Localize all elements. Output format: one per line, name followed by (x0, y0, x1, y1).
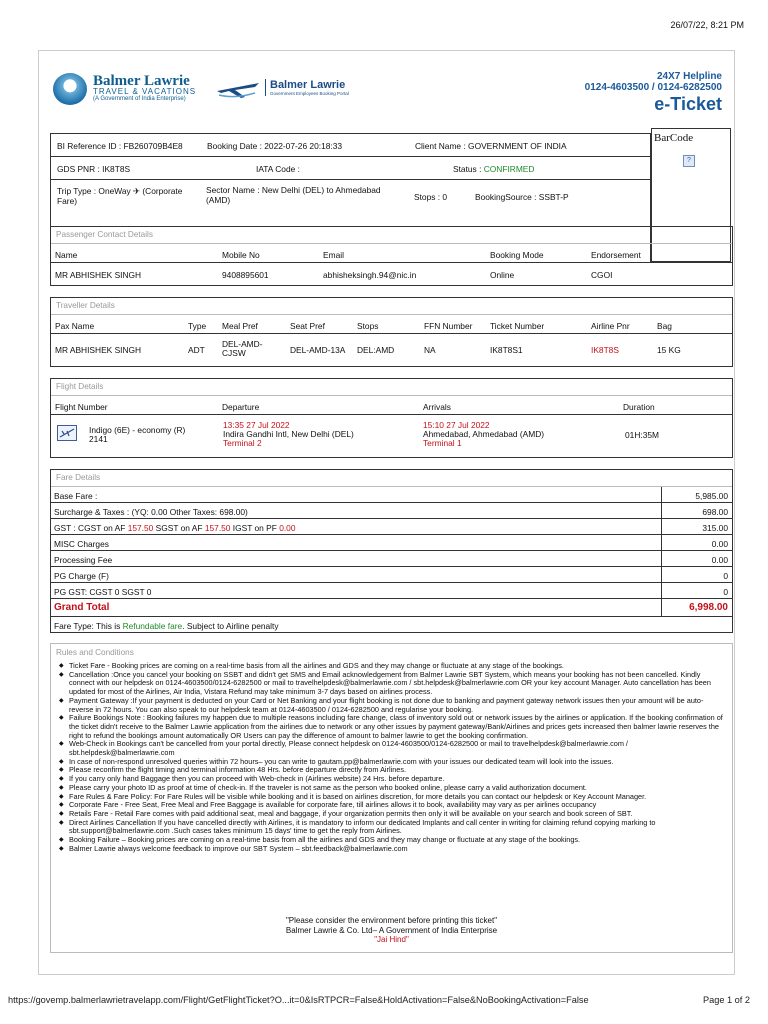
section-title: Passenger Contact Details (56, 230, 153, 239)
airline-logo-icon (57, 425, 77, 441)
helpline-block (585, 71, 722, 115)
list-item: ◆ Corporate Fare - Free Seat, Free Meal and Free Baggage is available for corporate fare, till airlines allows it to book, availability may vary as per airlines occupancy (51, 801, 723, 810)
portal-logo (265, 79, 349, 96)
list-item: ◆ Balmer Lawrie always welcome feedback to improve our SBT System – sbt.feedback@balmerlawrie.com (51, 845, 723, 854)
col-header: Ticket Number (490, 321, 545, 331)
fare-row-pg-charge: PG Charge (F) 0 (51, 567, 732, 583)
col-header: Arrivals (423, 402, 451, 412)
bi-reference: BI Reference ID : FB260709B4E8 (57, 141, 183, 151)
status-badge: CONFIRMED (483, 164, 535, 174)
page-number: Page 1 of 2 (703, 995, 750, 1005)
helpline-title: 24X7 Helpline (656, 71, 722, 82)
col-header: Seat Pref (290, 321, 325, 331)
col-header: Bag (657, 321, 672, 331)
fare-section (50, 469, 733, 633)
list-item: ◆ Payment Gateway :If your payment is deducted on your Card or Net Banking and your flight booking is not done due to banking and payment gateway network issues then your amount will be auto-reverse in 72 hours. You can also speak to our helpdesk team at 0124-4603500 / 0124-6282500 and regularise your booking. (51, 697, 723, 714)
eticket-title: e-Ticket (654, 94, 722, 114)
list-item: ◆ Web-Check in Bookings can't be cancelled from your portal directly, Please connect helpdesk on 0124-4603500/0124-6282500 or mail to travelhelpdesk@balmerlawrie.com / sbt.helpdesk@balmerlawrie.com (51, 740, 723, 757)
departure-info (223, 421, 354, 448)
col-header: Email (323, 250, 344, 260)
iata-code: IATA Code : (256, 164, 300, 174)
col-header: Booking Mode (490, 250, 544, 260)
section-title: Traveller Details (56, 301, 115, 310)
airline-pnr: IK8T8S (591, 345, 619, 355)
portal-name: Balmer Lawrie (270, 79, 346, 91)
ticket-page (38, 50, 735, 975)
closing-note (51, 916, 732, 945)
trip-type: Trip Type : OneWay ✈ (Corporate Fare) (57, 186, 183, 206)
list-item: ◆ If you carry only hand Baggage then you can proceed with Web-check in (Airlines website) 24 Hrs. before departure. (51, 775, 723, 784)
booking-date: Booking Date : 2022-07-26 20:18:33 (207, 141, 343, 151)
booking-status: Status : CONFIRMED (453, 164, 535, 174)
helpline-numbers: 0124-4603500 / 0124-6282500 (584, 82, 722, 93)
list-item: ◆ Failure Bookings Note : Booking failures my happen due to multiple reasons including fare change, class of inventory sold out or network issues by the airlines or application. If the booking confirmation of the ticket didn't receive to the Balmer Lawrie application from the airlines due to network or any other issues by payment gateway/Bank/Airlines and prices gets increased then balmer lawrie reserves the right to refund the bookings amount automatically OR Users can pay the difference of amount to balmer lawrie to get the booking confirmation. (51, 714, 723, 740)
list-item: ◆ Please carry your photo ID as proof at time of check-in. If the traveler is not same as the person who booked online, please carry a valid authorization document. (51, 784, 723, 793)
section-title: Fare Details (56, 473, 101, 482)
fare-row-pg-gst: PG GST: CGST 0 SGST 0 0 (51, 583, 732, 599)
col-header: Endorsement (591, 250, 641, 260)
col-header: Airline Pnr (591, 321, 630, 331)
brand-tagline: TRAVEL & VACATIONS (93, 87, 197, 96)
col-header: Flight Number (55, 402, 108, 412)
rules-list (51, 662, 723, 853)
fare-row-surcharge: Surcharge & Taxes : (YQ: 0.00 Other Taxes: 698.00) 698.00 (51, 503, 732, 519)
portal-tagline: Government Employees Booking Portal (270, 91, 349, 96)
fare-row-grand-total: Grand Total 6,998.00 (51, 599, 732, 617)
print-date: 26/07/22, 8:21 PM (670, 20, 744, 30)
departure-terminal: Terminal 2 (223, 438, 262, 448)
company-note: Balmer Lawrie & Co. Ltd– A Government of India Enterprise (285, 925, 498, 935)
airplane-logo-icon (215, 77, 261, 101)
col-header: FFN Number (424, 321, 473, 331)
stops: Stops : 0 (414, 192, 448, 202)
col-header: Departure (222, 402, 260, 412)
arrival-terminal: Terminal 1 (423, 438, 462, 448)
passenger-mobile: 9408895601 (222, 270, 269, 280)
list-item: ◆ Fare Rules & Fare Policy: For Fare Rules will be visible while booking and it is based on airlines discretion, for more details you can contact our helpdesk or Key Account Manager. (51, 793, 723, 802)
gds-pnr: GDS PNR : IK8T8S (57, 164, 131, 174)
section-title: Flight Details (56, 382, 104, 391)
brand-subtagline: (A Government of India Enterprise) (93, 96, 186, 102)
rules-section (50, 643, 733, 953)
barcode-label: BarCode (654, 132, 694, 144)
col-header: Type (188, 321, 207, 331)
section-title: Rules and Conditions (56, 648, 134, 657)
departure-place: Indira Gandhi Intl, New Delhi (DEL) (223, 429, 354, 439)
flight-section (50, 378, 733, 458)
client-name: Client Name : GOVERNMENT OF INDIA (415, 141, 567, 151)
list-item: ◆ Booking Failure – Booking prices are coming on a real-time basis from all the airlines and GDS and they may change or fluctuate at any stage of the bookings. (51, 836, 723, 845)
booking-source: BookingSource : SSBT-P (475, 192, 569, 202)
ticket-number: IK8T8S1 (490, 345, 523, 355)
col-header: Meal Pref (222, 321, 258, 331)
list-item: ◆ Please reconfirm the flight timing and terminal information 48 Hrs. before departure directly from Airlines. (51, 766, 723, 775)
balmer-lawrie-logo (53, 73, 205, 105)
list-item: ◆ Direct Airlines Cancellation If you have cancelled directly with Airlines, it is mandatory to inform our dedicated Implants and call center in writing for claiming refund copying marking to sbt.support@balmerlawrie.com .Such cases takes minimum 15 days' time to get the reply from Airlines. (51, 819, 723, 836)
passenger-email: abhisheksingh.94@nic.in (323, 270, 417, 280)
meal-pref: DEL-AMD- CJSW (222, 339, 263, 358)
flight-duration: 01H:35M (625, 430, 659, 440)
barcode-image-icon: ? (683, 155, 695, 167)
passenger-name: MR ABHISHEK SINGH (55, 270, 142, 280)
sector-name: Sector Name : New Delhi (DEL) to Ahmedabad (AMD) (206, 185, 381, 205)
pax-name: MR ABHISHEK SINGH (55, 345, 142, 355)
fare-row-base: Base Fare : 5,985.00 (51, 487, 732, 503)
list-item: ◆ Retails Fare - Retail Fare comes with paid additional seat, meal and baggage, if your organization permits then only it will be available on your search and book screen of SBT. (51, 810, 723, 819)
col-header: Mobile No (222, 250, 260, 260)
pax-type: ADT (188, 345, 205, 355)
traveller-section (50, 297, 733, 367)
col-header: Duration (623, 402, 655, 412)
brand-name: Balmer Lawrie (93, 73, 190, 89)
fare-type: Fare Type: This is Refundable fare. Subject to Airline penalty (54, 621, 279, 631)
col-header: Name (55, 250, 78, 260)
globe-icon (53, 73, 87, 105)
baggage: 15 KG (657, 345, 681, 355)
endorsement: CGOI (591, 270, 613, 280)
airline-info: Indigo (6E) - economy (R) 2141 (89, 425, 186, 444)
page-url: https://govemp.balmerlawrietravelapp.com/Flight/GetFlightTicket?O...it=0&IsRTPCR=False&HoldActivation=False&NoBookingActivation=False (8, 995, 589, 1005)
arrival-time: 15:10 27 Jul 2022 (423, 420, 490, 430)
fare-row-gst: GST : CGST on AF 157.50 SGST on AF 157.50 IGST on PF 0.00 315.00 (51, 519, 732, 535)
list-item: ◆ In case of non-respond unresolved queries within 72 hours– you can write to gautam.pp@balmerlawrie.com with your issues our dedicated team will look into the issues. (51, 758, 723, 767)
stops: DEL:AMD (357, 345, 395, 355)
col-header: Pax Name (55, 321, 95, 331)
arrival-info (423, 421, 544, 448)
fare-row-processing: Processing Fee 0.00 (51, 551, 732, 567)
booking-mode: Online (490, 270, 515, 280)
list-item: ◆ Ticket Fare - Booking prices are coming on a real-time basis from all the airlines and GDS and they may change or fluctuate at any stage of the bookings. (51, 662, 723, 671)
fare-row-misc: MISC Charges 0.00 (51, 535, 732, 551)
col-header: Stops (357, 321, 379, 331)
seat-pref: DEL-AMD-13A (290, 345, 346, 355)
passenger-section (50, 226, 733, 286)
ffn-number: NA (424, 345, 436, 355)
jai-hind: "Jai Hind" (374, 935, 409, 944)
environment-note: "Please consider the environment before printing this ticket" (285, 916, 498, 925)
departure-time: 13:35 27 Jul 2022 (223, 420, 290, 430)
list-item: ◆ Cancellation :Once you cancel your booking on SSBT and didn't get SMS and Email acknowledgement from Balmer Lawrie SBT System, which means your booking has not been cancelled. Kindly connect with our helpdesk on 0124-4603500/0124-6282500 or mail to travelhelpdesk@balmerlawrie.com / sbt.helpdesk@balmerlawrie.com OR your key account Manager. Auto cancellation has been updated for most of the Airlines, Air India, Vistara Refund may take minimum 3-7 days based on airlines process. (51, 671, 723, 697)
arrival-place: Ahmedabad, Ahmedabad (AMD) (423, 429, 545, 439)
